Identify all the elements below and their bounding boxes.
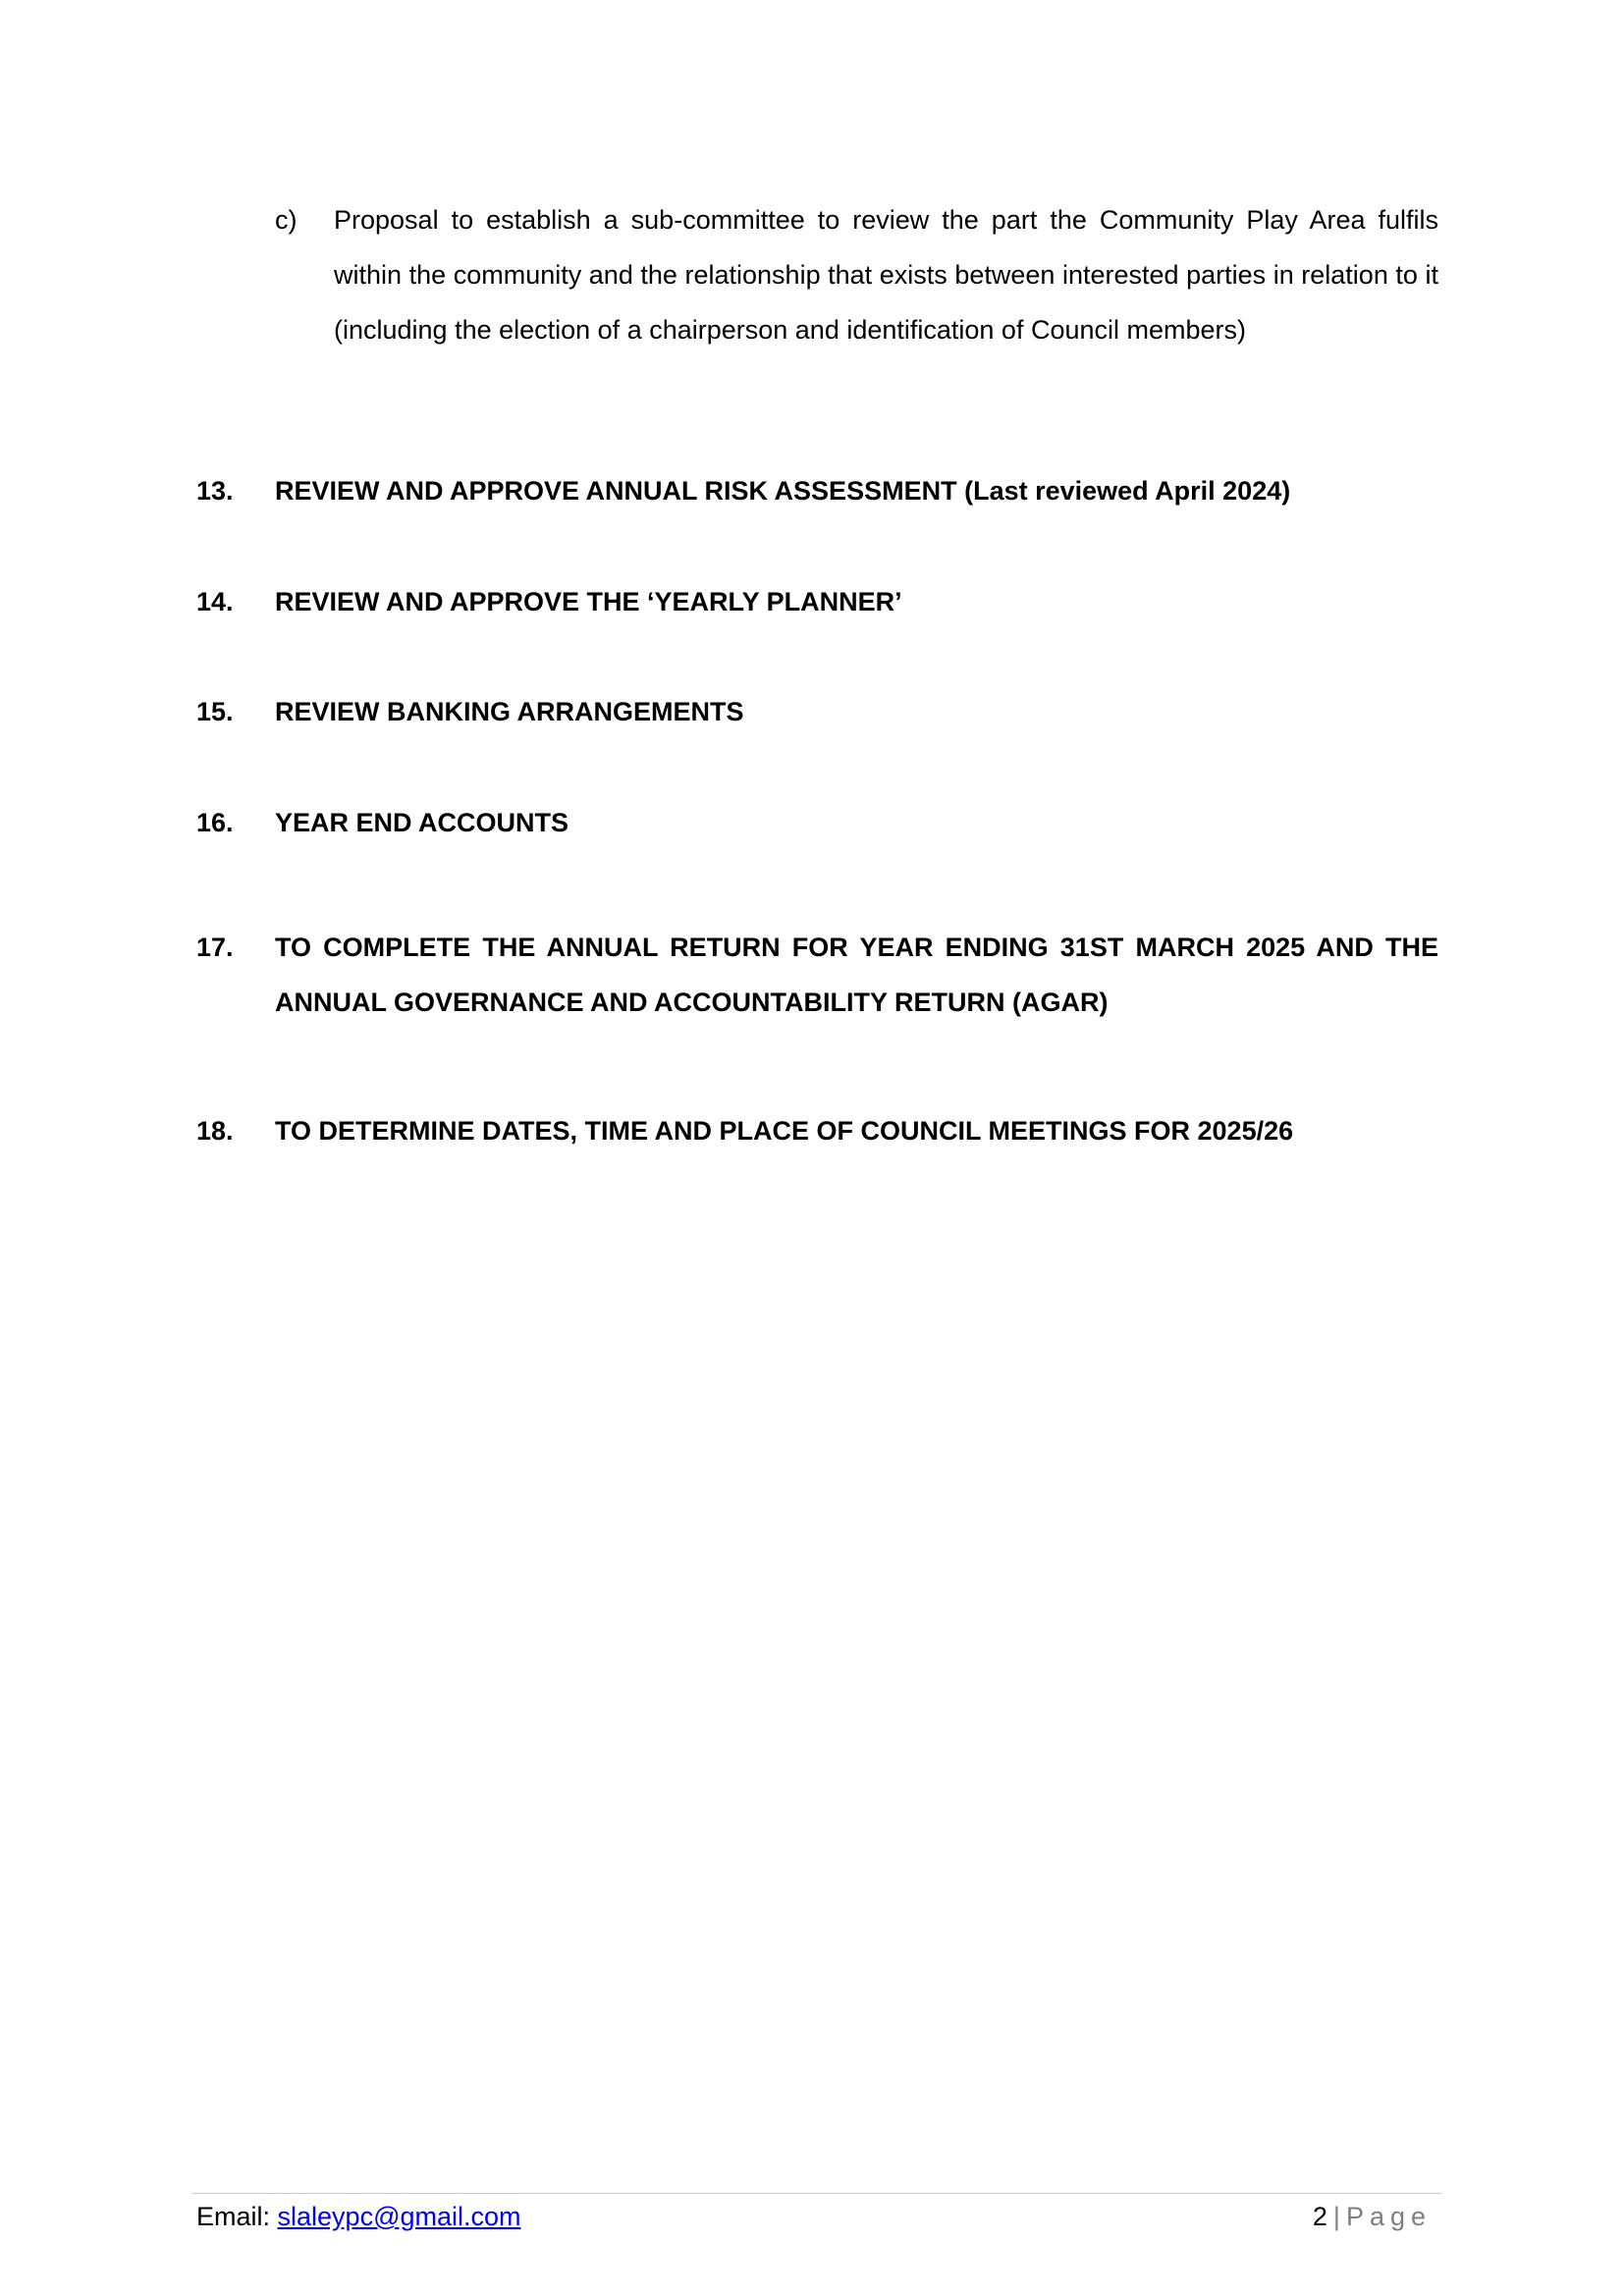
agenda-item-title: REVIEW AND APPROVE ANNUAL RISK ASSESSMENT (Last reviewed April 2024): [275, 476, 1291, 506]
agenda-item-number: 16.: [196, 808, 234, 837]
agenda-item-title: REVIEW AND APPROVE THE ‘YEARLY PLANNER’: [275, 587, 902, 616]
agenda-item-title: TO DETERMINE DATES, TIME AND PLACE OF COUNCIL MEETINGS FOR 2025/26: [275, 1116, 1294, 1146]
sub-item-marker: c): [275, 205, 298, 235]
page-number: 2: [1312, 2202, 1327, 2231]
page-label: Page: [1345, 2202, 1432, 2231]
footer-email: [196, 2197, 521, 2236]
agenda-item-number: 13.: [196, 476, 234, 506]
footer-email-label: Email:: [196, 2202, 278, 2231]
agenda-item-title: TO COMPLETE THE ANNUAL RETURN FOR YEAR ENDING 31ST MARCH 2025 AND THE ANNUAL GOVERNANCE AND ACCOUNTABILITY RETURN (AGAR): [275, 933, 1438, 1017]
agenda-item-number: 17.: [196, 933, 234, 962]
footer-page-number: [1313, 2197, 1432, 2236]
agenda-item-number: 18.: [196, 1116, 234, 1146]
agenda-item-title: YEAR END ACCOUNTS: [275, 808, 569, 837]
email-link[interactable]: slaleypc@gmail.com: [277, 2202, 521, 2231]
agenda-item-number: 15.: [196, 697, 234, 726]
footer-separator: |: [1332, 2202, 1340, 2231]
agenda-item-title: REVIEW BANKING ARRANGEMENTS: [275, 697, 744, 726]
agenda-item-number: 14.: [196, 587, 234, 616]
sub-item-text: Proposal to establish a sub-committee to review the part the Community Play Area fulfils within the community and the relationship that exists between interested parties in relation to it (including the election of a chairperson and identification of Council members): [334, 205, 1438, 345]
footer-divider: [192, 2193, 1441, 2194]
